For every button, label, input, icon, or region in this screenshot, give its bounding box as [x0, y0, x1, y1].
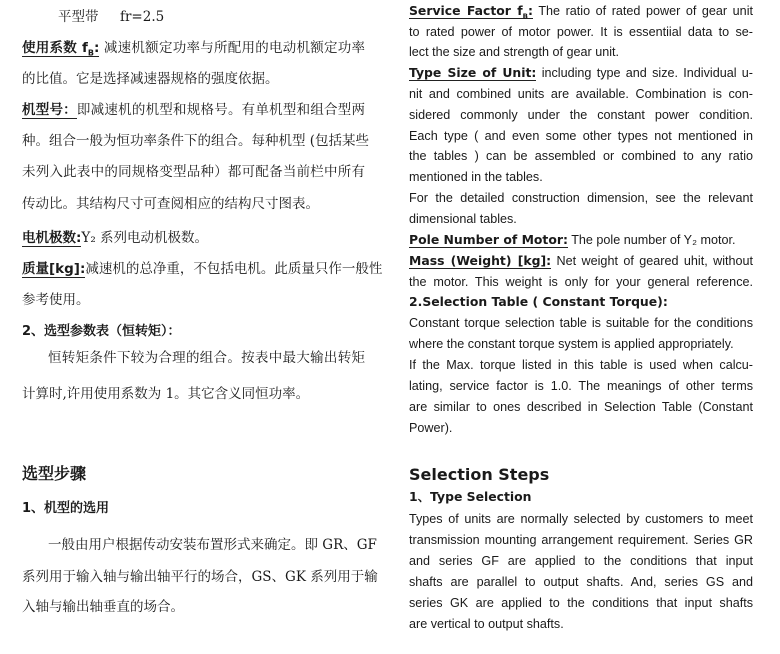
section-heading-en: 2.Selection Table ( Constant Torque): [409, 294, 668, 309]
text: where the constant torque system is applied appropriately. [409, 337, 734, 351]
section-heading-cn: 2、选型参数表（恒转矩）： [22, 324, 181, 339]
text: to rated power of motor power. It is essentiial data to se- [409, 25, 753, 39]
text: Types of units are normally selected by customers to meet [409, 512, 753, 526]
text: 恒转矩条件下较为合理的组合。按表中最大输出转矩 [48, 350, 365, 366]
pole-label-en: Pole Number of Motor: [409, 232, 568, 247]
text: nit and combined units are available. Combination is con- [409, 87, 753, 101]
text: are similar to ones described in Selection Table (Constant [409, 400, 753, 414]
text: shafts are parallel to output shafts. And, series GS and [409, 575, 753, 589]
text: If the Max. torque listed in this table is used when calcu- [409, 358, 753, 372]
belt-factor: fr=2.5 [119, 9, 165, 25]
text: series GK are applied to the conditions that input shafts [409, 596, 753, 610]
belt-line [58, 8, 401, 26]
service-factor-label-cn: 使用系数 $f_B$: [22, 40, 100, 58]
text: the motor. This weight is only for your general reference. [409, 275, 753, 289]
steps-heading-en: Selection Steps [409, 465, 550, 484]
belt-type: 平型带 [58, 9, 99, 25]
text: are vertical to output shafts. [409, 617, 564, 631]
text: Power). [409, 421, 453, 435]
text: and series GF are applied to the conditions that input [409, 554, 753, 568]
text: 传动比。其结构尺寸可查阅相应的结构尺寸图表。 [22, 196, 319, 212]
text: the tables ) can be assembled or combined to any ratio [409, 149, 753, 163]
text: sidered commonly under the constant power condition. [409, 108, 753, 122]
mass-en: Mass (Weight) [kg]: Net weight of geared uhit, without [409, 253, 754, 268]
step1-heading-en: 1、Type Selection [409, 489, 532, 504]
text: For the detailed construction dimension, see the relevant [409, 191, 753, 205]
service-factor-cn [22, 39, 365, 63]
text: Constant torque selection table is suitable for the conditions [409, 316, 753, 330]
text: 种。组合一般为恒功率条件下的组合。每种机型 (包括某些 [22, 133, 370, 149]
text: 入轴与输出轴垂直的场合。 [22, 599, 184, 615]
text: 未列入此表中的同规格变型品种）都可配备当前栏中所有 [22, 164, 365, 180]
text: 计算时,许用使用系数为 1。其它含义同恒功率。 [22, 386, 310, 402]
pole-en: Pole Number of Motor: The pole number of Y₂ motor. [409, 232, 736, 247]
type-size-en: Type Size of Unit: including type and size. Individual u- [409, 65, 754, 80]
mass-label-en: Mass (Weight) [kg]: [409, 253, 552, 268]
type-size-label-cn: 机型号： [22, 102, 77, 118]
text: 的比值。它是选择减速器规格的强度依据。 [22, 71, 279, 87]
type-size-cn: 机型号：即减速机的机型和规格号。有单机型和组合型两 [22, 102, 366, 118]
text: Each type ( and even some other types not mentioned in [409, 129, 753, 143]
steps-heading-cn: 选型步骤 [22, 464, 87, 483]
text: transmission mounting arrangement requirement. Series GR [409, 533, 753, 547]
pole-label-cn: 电机极数: [22, 230, 82, 246]
pole-cn: 电机极数:Y₂ 系列电动机极数。 [22, 230, 209, 246]
service-factor-label-en: Service Factor $f_B$: [409, 3, 533, 21]
mass-label-cn: 质量[kg]: [22, 261, 86, 277]
text: 系列用于输入轴与输出轴平行的场合，GS、GK 系列用于输 [22, 569, 378, 585]
service-factor-en: Service Factor $f_B$: The ratio of rated power of gear unit [409, 3, 753, 21]
type-size-label-en: Type Size of Unit: [409, 65, 537, 80]
text: lating, service factor is 1.0. The meanings of other terms [409, 379, 753, 393]
text: 减速机额定功率与所配用的电动机额定功率 [103, 40, 366, 56]
text: 参考使用。 [22, 292, 90, 308]
step1-heading-cn: 1、机型的选用 [22, 501, 110, 516]
text: lect the size and strength of gear unit. [409, 45, 620, 59]
text: dimensional tables. [409, 212, 517, 226]
mass-cn: 质量[kg]:减速机的总净重，不包括电机。此质量只作一般性 [22, 261, 383, 277]
text: mentioned in the tables. [409, 170, 543, 184]
text: 一般由用户根据传动安装布置形式来确定。即 GR、GF [48, 537, 377, 553]
